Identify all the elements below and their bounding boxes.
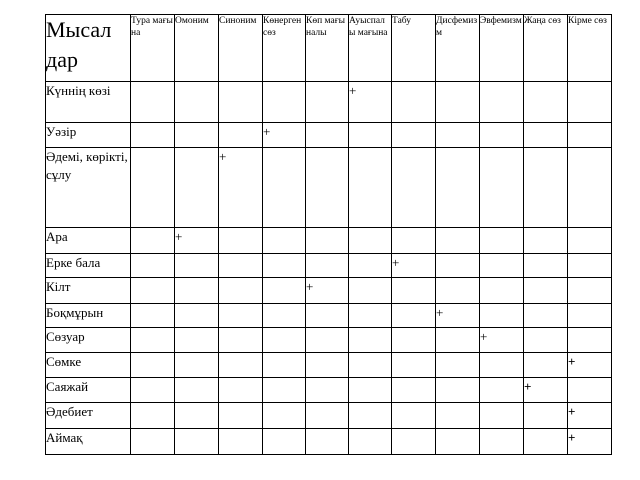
table-row — [46, 353, 612, 378]
mark-cell — [568, 278, 612, 304]
mark-cell: + — [568, 403, 612, 429]
column-header: Тура мағына — [131, 15, 175, 82]
mark-cell — [436, 254, 480, 278]
mark-cell — [263, 148, 306, 228]
mark-cell: + — [436, 304, 480, 328]
mark-cell — [480, 228, 524, 254]
mark-cell — [219, 304, 263, 328]
row-label: Әдебиет — [46, 403, 131, 429]
mark-cell — [175, 148, 219, 228]
mark-cell — [263, 403, 306, 429]
mark-cell — [306, 148, 349, 228]
mark-cell — [524, 304, 568, 328]
mark-cell — [306, 123, 349, 148]
row-label: Әдемі, көрікті, сұлу — [46, 148, 131, 228]
mark-cell — [524, 429, 568, 455]
mark-cell — [392, 278, 436, 304]
mark-cell — [306, 228, 349, 254]
mark-cell: + — [480, 328, 524, 353]
mark-cell — [131, 353, 175, 378]
mark-cell: + — [306, 278, 349, 304]
mark-cell — [436, 123, 480, 148]
column-header: Көнерген сөз — [263, 15, 306, 82]
mark-cell — [568, 228, 612, 254]
row-label: Кілт — [46, 278, 131, 304]
mark-cell — [349, 254, 392, 278]
mark-cell — [480, 378, 524, 403]
column-header: Көп мағыналы — [306, 15, 349, 82]
mark-cell — [349, 304, 392, 328]
mark-cell — [219, 378, 263, 403]
mark-cell — [480, 123, 524, 148]
mark-cell — [349, 328, 392, 353]
mark-cell — [131, 429, 175, 455]
mark-cell — [219, 123, 263, 148]
table-row — [46, 403, 612, 429]
mark-cell — [306, 328, 349, 353]
mark-cell: + — [568, 353, 612, 378]
mark-cell — [436, 403, 480, 429]
mark-cell — [306, 429, 349, 455]
column-header: Ауыспалы мағына — [349, 15, 392, 82]
mark-cell — [568, 328, 612, 353]
table-row — [46, 278, 612, 304]
column-header: Табу — [392, 15, 436, 82]
mark-cell — [524, 82, 568, 123]
mark-cell — [392, 304, 436, 328]
mark-cell — [392, 353, 436, 378]
mark-cell — [480, 82, 524, 123]
mark-cell — [436, 353, 480, 378]
mark-cell: + — [349, 82, 392, 123]
mark-cell — [524, 254, 568, 278]
table-row — [46, 148, 612, 228]
mark-cell — [131, 228, 175, 254]
mark-cell — [568, 123, 612, 148]
mark-cell: + — [568, 429, 612, 455]
mark-cell — [392, 328, 436, 353]
mark-cell — [306, 304, 349, 328]
mark-cell — [392, 123, 436, 148]
table-row — [46, 429, 612, 455]
mark-cell — [349, 278, 392, 304]
mark-cell — [263, 254, 306, 278]
mark-cell — [131, 254, 175, 278]
mark-cell: + — [263, 123, 306, 148]
mark-cell — [524, 353, 568, 378]
mark-cell — [392, 228, 436, 254]
mark-cell — [131, 304, 175, 328]
mark-cell — [349, 228, 392, 254]
mark-cell — [480, 429, 524, 455]
table-row — [46, 378, 612, 403]
column-header: Дисфемизм — [436, 15, 480, 82]
header-row — [46, 15, 612, 82]
mark-cell — [131, 378, 175, 403]
mark-cell — [568, 82, 612, 123]
table-row — [46, 123, 612, 148]
mark-cell — [524, 403, 568, 429]
mark-cell — [306, 378, 349, 403]
mark-cell — [392, 148, 436, 228]
mark-cell — [306, 82, 349, 123]
column-header: Синоним — [219, 15, 263, 82]
mark-cell: + — [175, 228, 219, 254]
mark-cell — [131, 123, 175, 148]
mark-cell: + — [392, 254, 436, 278]
table-row — [46, 228, 612, 254]
mark-cell — [131, 82, 175, 123]
mark-cell — [175, 328, 219, 353]
mark-cell — [175, 429, 219, 455]
mark-cell — [436, 328, 480, 353]
row-label: Сөмке — [46, 353, 131, 378]
mark-cell — [219, 254, 263, 278]
mark-cell — [524, 148, 568, 228]
mark-cell — [524, 228, 568, 254]
row-label: Аймақ — [46, 429, 131, 455]
mark-cell — [219, 328, 263, 353]
mark-cell — [568, 148, 612, 228]
mark-cell — [480, 304, 524, 328]
mark-cell — [436, 148, 480, 228]
mark-cell — [175, 403, 219, 429]
mark-cell — [436, 82, 480, 123]
mark-cell — [392, 82, 436, 123]
mark-cell — [568, 304, 612, 328]
mark-cell — [175, 304, 219, 328]
mark-cell — [263, 429, 306, 455]
row-label: Күннің көзі — [46, 82, 131, 123]
mark-cell — [306, 403, 349, 429]
mark-cell — [392, 378, 436, 403]
mark-cell — [436, 228, 480, 254]
mark-cell — [392, 403, 436, 429]
mark-cell — [219, 353, 263, 378]
mark-cell — [131, 328, 175, 353]
mark-cell — [524, 278, 568, 304]
mark-cell — [436, 429, 480, 455]
mark-cell — [131, 278, 175, 304]
mark-cell — [175, 353, 219, 378]
table-row — [46, 254, 612, 278]
row-label: Ерке бала — [46, 254, 131, 278]
mark-cell — [175, 378, 219, 403]
mark-cell — [524, 328, 568, 353]
row-label: Ара — [46, 228, 131, 254]
mark-cell: + — [219, 148, 263, 228]
table-row — [46, 82, 612, 123]
mark-cell — [568, 378, 612, 403]
mark-cell — [219, 403, 263, 429]
row-label: Уәзір — [46, 123, 131, 148]
row-label: Боқмұрын — [46, 304, 131, 328]
mark-cell — [175, 278, 219, 304]
mark-cell — [263, 278, 306, 304]
mark-cell — [175, 82, 219, 123]
mark-cell — [349, 353, 392, 378]
mark-cell — [480, 278, 524, 304]
mark-cell — [263, 228, 306, 254]
mark-cell — [436, 278, 480, 304]
mark-cell — [349, 378, 392, 403]
mark-cell — [131, 403, 175, 429]
mark-cell — [568, 254, 612, 278]
column-header: Эвфемизм — [480, 15, 524, 82]
column-header: Кірме сөз — [568, 15, 612, 82]
mark-cell — [263, 378, 306, 403]
row-label: Саяжай — [46, 378, 131, 403]
column-header: Омоним — [175, 15, 219, 82]
table-row — [46, 328, 612, 353]
mark-cell — [175, 254, 219, 278]
mark-cell — [219, 228, 263, 254]
mark-cell: + — [524, 378, 568, 403]
mark-cell — [480, 254, 524, 278]
mark-cell — [349, 148, 392, 228]
classification-table — [45, 14, 612, 455]
mark-cell — [131, 148, 175, 228]
table-row — [46, 304, 612, 328]
mark-cell — [480, 403, 524, 429]
mark-cell — [436, 378, 480, 403]
mark-cell — [263, 353, 306, 378]
corner-header: Мысал дар — [46, 15, 131, 82]
mark-cell — [219, 82, 263, 123]
mark-cell — [219, 429, 263, 455]
mark-cell — [263, 304, 306, 328]
mark-cell — [392, 429, 436, 455]
mark-cell — [349, 403, 392, 429]
mark-cell — [524, 123, 568, 148]
mark-cell — [480, 353, 524, 378]
mark-cell — [306, 353, 349, 378]
mark-cell — [175, 123, 219, 148]
column-header: Жаңа сөз — [524, 15, 568, 82]
mark-cell — [219, 278, 263, 304]
mark-cell — [349, 429, 392, 455]
mark-cell — [349, 123, 392, 148]
mark-cell — [263, 82, 306, 123]
mark-cell — [480, 148, 524, 228]
row-label: Сөзуар — [46, 328, 131, 353]
mark-cell — [263, 328, 306, 353]
mark-cell — [306, 254, 349, 278]
